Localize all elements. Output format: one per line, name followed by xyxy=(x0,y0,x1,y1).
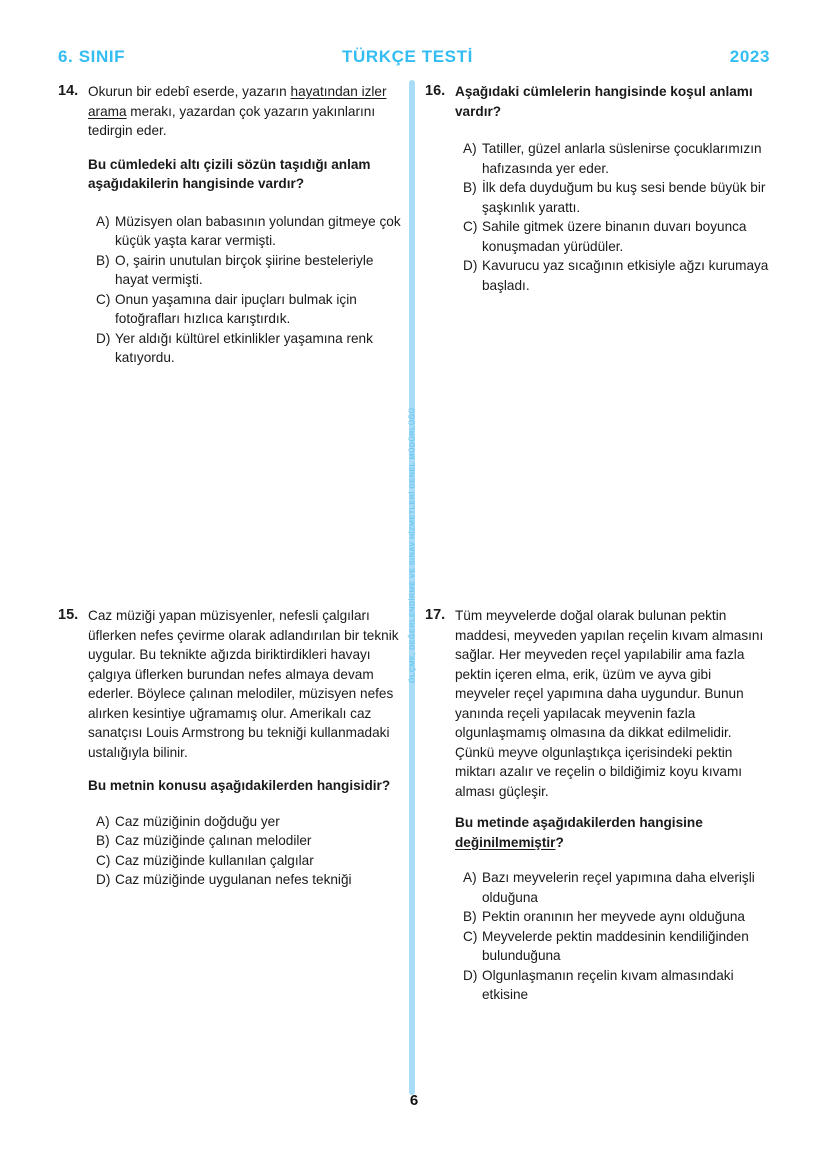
question-14-stem-text xyxy=(88,82,403,141)
option-text: Caz müziğinin doğduğu yer xyxy=(115,813,280,829)
page-header xyxy=(58,44,770,70)
question-17-stem-text: Tüm meyvelerde doğal olarak bulunan pektin maddesi, meyveden yapılan reçelin kıvam almasını sağlar. Her meyveden reçel yapılabilir ama fazla pektin içeren elma, erik, üzüm ve ayva gibi meyveler reçel yapımına daha uygundur. Bunun yanında reçeli yapılacak meyvenin fazla olgunlaşmamış olmasına da dikkat edilmelidir. Çünkü meyve olgunlaştıkça içerisindeki pektin miktarı azalır ve reçelin o bildiğimiz koyu kıvamı alması güçleşir. xyxy=(455,608,764,799)
option-text: Pektin oranının her meyvede aynı olduğuna xyxy=(482,909,745,924)
option-text: Kavurucu yaz sıcağının etkisiyle ağzı kurumaya başladı. xyxy=(482,258,769,293)
option-text: Tatiller, güzel anlarla süslenirse çocuklarımızın hafızasında yer eder. xyxy=(482,141,762,176)
option-text: Onun yaşamına dair ipuçları bulmak için fotoğrafları hızlıca karıştırdık. xyxy=(115,291,357,326)
option-letter: D) xyxy=(96,872,111,887)
option-item[interactable] xyxy=(96,831,403,851)
question-16-stem-text: Aşağıdaki cümlelerin hangisinde koşul anlamı vardır? xyxy=(455,84,753,119)
question-17-prompt xyxy=(455,813,770,852)
option-letter: C) xyxy=(96,291,111,307)
option-letter: C) xyxy=(463,219,478,234)
question-16-options xyxy=(463,139,770,295)
option-item[interactable] xyxy=(463,256,770,295)
option-letter: B) xyxy=(96,252,110,268)
option-item[interactable] xyxy=(463,966,770,1005)
option-letter: A) xyxy=(96,213,110,229)
question-17-stem xyxy=(425,606,770,801)
option-letter: A) xyxy=(463,141,477,156)
question-15 xyxy=(58,606,403,890)
question-15-stem-text: Caz müziği yapan müzisyenler, nefesli çalgıları üflerken nefes çevirme olarak adlandırılan bir teknik uygular. Bu teknikte ağızda biriktirdikleri havayı çalgıya üflerken burundan nefes almaya devam ederler. Böylece çalınan melodiler, müzisyen nefes alırken kesintiye uğramamış olur. Amerikalı caz sanatçısı Louis Armstrong bu tekniği kullanmadaki ustalığıyla bilinir. xyxy=(88,608,399,760)
option-text: Caz müziğinde uygulanan nefes tekniği xyxy=(115,872,352,887)
option-letter: A) xyxy=(96,813,110,829)
question-15-prompt: Bu metnin konusu aşağıdakilerden hangisidir? xyxy=(88,778,391,793)
option-text: İlk defa duyduğum bu kuş sesi bende büyük bir şaşkınlık yarattı. xyxy=(482,180,766,215)
option-item[interactable] xyxy=(463,178,770,217)
subject-title: TÜRKÇE TESTİ xyxy=(342,47,473,66)
option-item[interactable] xyxy=(96,290,403,329)
question-17-prompt-post: ? xyxy=(555,834,564,850)
question-17 xyxy=(425,606,770,1005)
option-text: Caz müziğinde kullanılan çalgılar xyxy=(115,852,314,868)
option-text: Yer aldığı kültürel etkinlikler yaşamına renk katıyordu. xyxy=(115,330,373,365)
option-letter: D) xyxy=(96,330,111,346)
option-text: O, şairin unutulan birçok şiirine besteleriyle hayat vermişti. xyxy=(115,252,374,287)
question-17-options xyxy=(463,868,770,1005)
option-item[interactable] xyxy=(463,927,770,966)
option-item[interactable] xyxy=(96,851,403,871)
question-15-options xyxy=(96,812,403,890)
question-14-stem xyxy=(58,82,403,141)
page-number: 6 xyxy=(409,1092,419,1109)
option-letter: B) xyxy=(463,180,477,195)
option-item[interactable] xyxy=(463,217,770,256)
question-17-number: 17. xyxy=(425,607,446,623)
question-14 xyxy=(58,82,403,368)
question-14-stem-post: merakı, yazardan çok yazarın yakınlarını tedirgin eder. xyxy=(88,103,376,138)
question-15-stem xyxy=(58,606,403,762)
option-text: Caz müziğinde çalınan melodiler xyxy=(115,833,312,848)
question-16 xyxy=(425,82,770,295)
option-item[interactable] xyxy=(463,139,770,178)
option-text: Bazı meyvelerin reçel yapımına daha elverişli olduğuna xyxy=(482,870,755,905)
option-item[interactable] xyxy=(96,251,403,290)
question-14-options xyxy=(96,212,403,368)
question-16-number: 16. xyxy=(425,83,446,99)
option-letter: D) xyxy=(463,967,478,983)
option-letter: D) xyxy=(463,258,478,273)
question-14-stem-underlined: hayatından izler arama xyxy=(88,84,387,119)
question-14-prompt: Bu cümledeki altı çizili sözün taşıdığı anlam aşağıdakilerin hangisinde vardır? xyxy=(88,156,371,191)
option-item[interactable] xyxy=(463,868,770,907)
option-letter: B) xyxy=(463,909,477,924)
option-letter: C) xyxy=(96,852,111,868)
option-text: Olgunlaşmanın reçelin kıvam almasındaki etkisine xyxy=(482,967,734,1002)
institution-watermark-text: ÖLÇME, DEĞERLENDİRME VE SINAV HİZMETLERİ GENEL MÜDÜRLÜĞÜ xyxy=(407,407,417,683)
option-letter: A) xyxy=(463,870,477,885)
question-15-number: 15. xyxy=(58,607,79,623)
question-14-number: 14. xyxy=(58,83,79,99)
option-item[interactable] xyxy=(96,212,403,251)
option-item[interactable] xyxy=(96,329,403,368)
question-17-prompt-underlined: değinilmemiştir xyxy=(455,834,556,850)
option-text: Sahile gitmek üzere binanın duvarı boyunca konuşmadan yürüdüler. xyxy=(482,219,747,254)
question-14-stem-pre: Okurun bir edebî eserde, yazarın xyxy=(88,84,291,99)
year-label: 2023 xyxy=(729,47,770,66)
option-text: Müzisyen olan babasının yolundan gitmeye çok küçük yaşta karar vermişti. xyxy=(115,213,401,248)
option-item[interactable] xyxy=(96,870,403,890)
grade-label: 6. SINIF xyxy=(58,47,126,66)
question-17-prompt-pre: Bu metinde aşağıdakilerden hangisine xyxy=(455,815,703,830)
option-item[interactable] xyxy=(96,812,403,832)
option-letter: C) xyxy=(463,928,478,944)
option-text: Meyvelerde pektin maddesinin kendiliğinden bulunduğuna xyxy=(482,928,749,963)
option-item[interactable] xyxy=(463,907,770,927)
column-divider xyxy=(409,80,415,1095)
question-16-stem xyxy=(425,82,770,121)
option-letter: B) xyxy=(96,833,110,848)
